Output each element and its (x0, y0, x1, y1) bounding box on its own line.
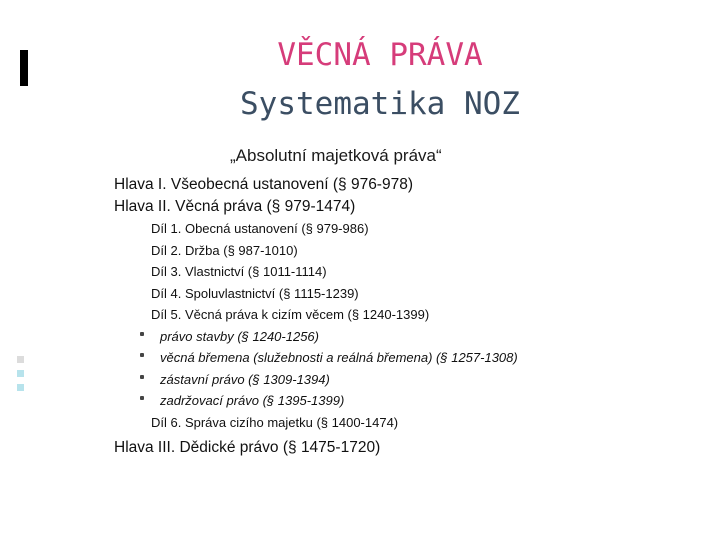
part-3: Díl 3. Vlastnictví (§ 1011-1114) (151, 264, 327, 279)
section-subtitle: „Absolutní majetková práva“ (230, 146, 442, 165)
bullet-icon (140, 375, 144, 379)
bullet-text: právo stavby (§ 1240-1256) (160, 328, 319, 344)
part-2: Díl 2. Držba (§ 987-1010) (151, 242, 298, 258)
decorative-gray-square (17, 356, 24, 363)
head-3: Hlava III. Dědické právo (§ 1475-1720) (114, 439, 381, 456)
part-1: Díl 1. Obecná ustanovení (§ 979-986) (151, 221, 369, 236)
outline-list (114, 174, 700, 459)
bullet-icon (140, 396, 144, 400)
part-4: Díl 4. Spoluvlastnictví (§ 1115-1239) (151, 285, 359, 301)
bullet-item-4 (114, 390, 700, 412)
bullet-item-3 (114, 369, 700, 391)
bullet-icon (140, 353, 144, 357)
head-1: Hlava I. Všeobecná ustanovení (§ 976-978) (114, 176, 413, 193)
slide-subtitle-title: Systematika NOZ (240, 86, 520, 122)
part-6: Díl 6. Správa cizího majetku (§ 1400-1474) (151, 414, 399, 430)
part-5: Díl 5. Věcná práva k cizím věcem (§ 1240-1399) (151, 307, 430, 322)
bullet-text: zadržovací právo (§ 1395-1399) (160, 393, 345, 408)
bullet-text: věcná břemena (služebnosti a reálná břemena) (§ 1257-1308) (160, 350, 518, 365)
decorative-cyan-square-2 (17, 384, 24, 391)
slide-title: VĚCNÁ PRÁVA (277, 37, 483, 73)
bullet-item-1 (114, 326, 700, 348)
head-2: Hlava II. Věcná práva (§ 979-1474) (114, 198, 356, 215)
bullet-text: zástavní právo (§ 1309-1394) (160, 371, 330, 387)
decorative-cyan-square (17, 370, 24, 377)
bullet-icon (140, 332, 144, 336)
bullet-item-2 (114, 347, 700, 369)
